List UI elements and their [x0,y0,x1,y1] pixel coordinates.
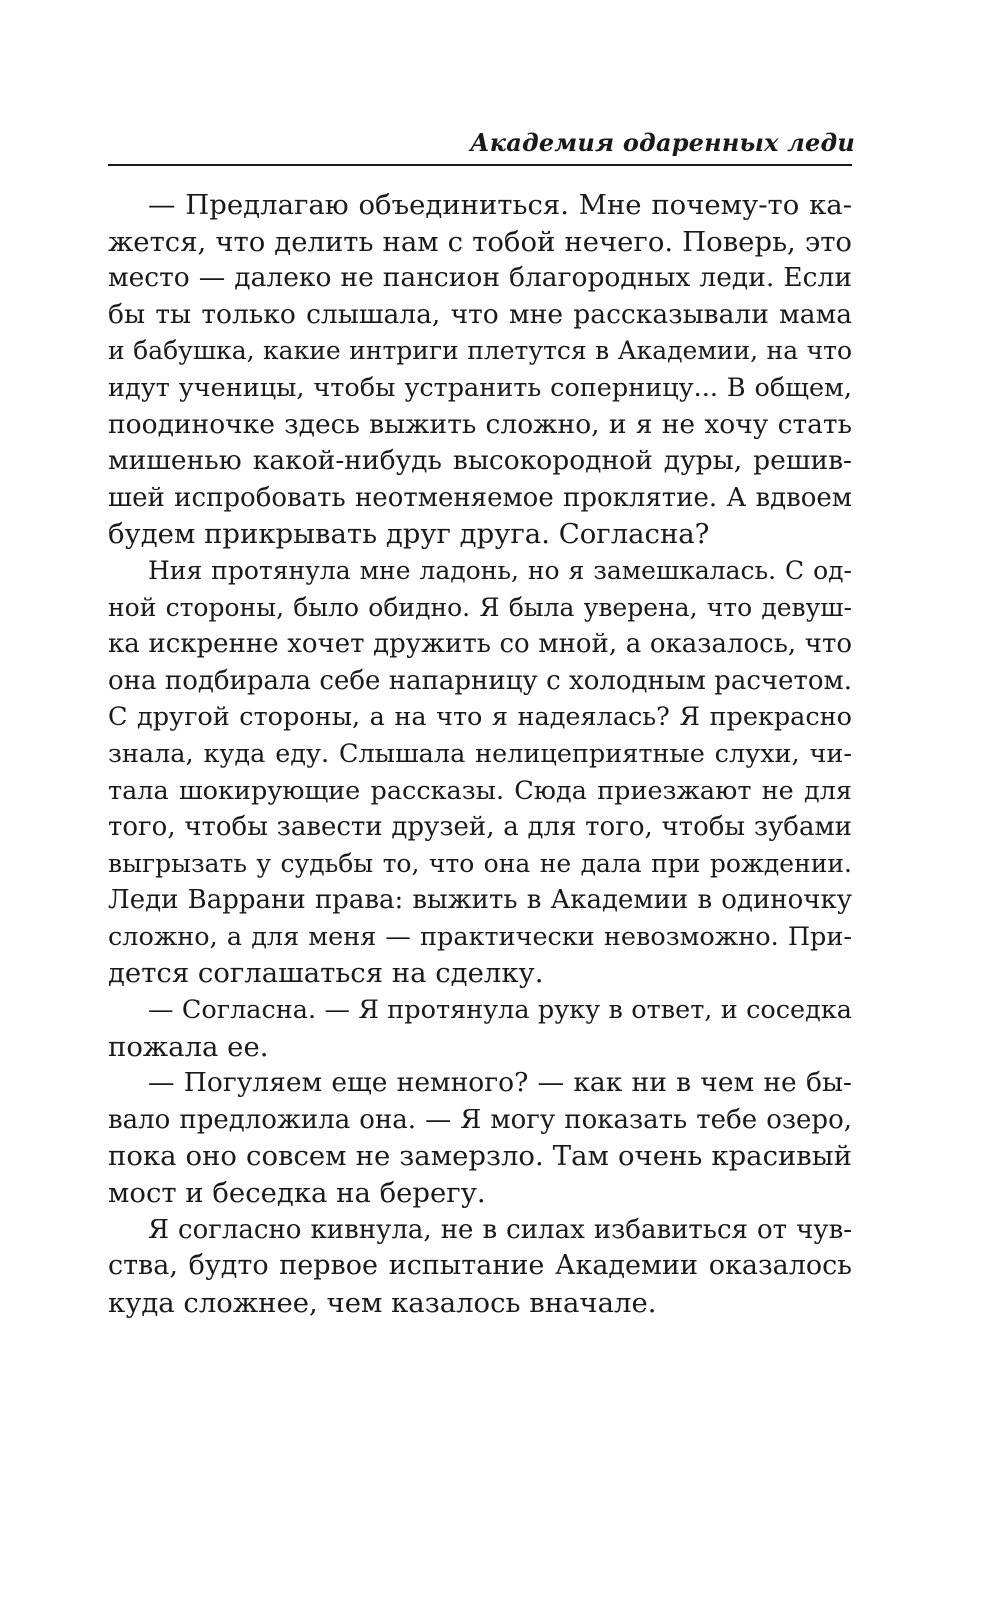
text-line: дется соглашаться на сделку. [108,957,544,990]
text-line: мишенью какой-нибудь высокородной дуры, решив- [108,445,852,477]
text-line: ной стороны, было обидно. Я была уверена, что девуш- [108,592,852,622]
text-line: Я согласно кивнула, не в силах избавиться от чув- [148,1214,852,1245]
text-line: идут ученицы, чтобы устранить соперницу... В общем, [108,372,852,403]
paragraph-5 [108,1212,852,1322]
text-line: — Предлагаю объединиться. Мне почему-то ка- [148,189,852,221]
paragraph-3 [108,992,852,1065]
text-line: Леди Варрани права: выжить в Академии в одиночку [108,885,852,916]
text-line: тала шокирующие рассказы. Сюда приезжают не для [108,775,852,806]
text-line: будем прикрывать друг друга. Согласна? [108,518,710,551]
text-line: выгрызать у судьбы то, что она не дала при рождении. [108,848,852,878]
paragraph-2 [108,553,852,992]
paragraph-1 [108,187,852,553]
page-body-text [108,187,852,1321]
text-line: место — далеко не пансион благородных леди. Если [108,262,852,294]
text-line: — Согласна. — Я протянула руку в ответ, и соседка [148,995,852,1026]
text-line: и бабушка, какие интриги плетутся в Академии, на что [108,336,852,366]
text-line: поодиночке здесь выжить сложно, и я не хочу стать [108,408,852,440]
text-line: она подбирала себе напарницу с холодным расчетом. [108,665,852,696]
text-line: того, чтобы завести друзей, а для того, чтобы зубами [108,812,852,843]
text-line: — Погуляем еще немного? — как ни в чем не бы- [148,1067,852,1099]
paragraph-4 [108,1065,852,1211]
text-line: бы ты только слышала, что мне рассказывали мама [108,298,852,330]
text-line: ства, будто первое испытание Академии оказалось [108,1250,852,1282]
header-rule [108,164,852,166]
text-line: Ния протянула мне ладонь, но я замешкалась. С од- [148,555,852,585]
text-line: знала, куда еду. Слышала нелицеприятные слухи, чи- [108,738,852,769]
text-line: пожала ее. [108,1030,269,1063]
text-line: мост и беседка на берегу. [108,1177,486,1210]
text-line: пока оно совсем не замерзло. Там очень красивый [108,1140,852,1173]
text-line: жется, что делить нам с тобой нечего. Поверь, это [108,225,852,258]
text-line: шей испробовать неотменяемое проклятие. А вдвоем [108,482,852,513]
text-line: ка искренне хочет дружить со мной, а оказалось, что [108,629,852,660]
text-line: куда сложнее, чем казалось вначале. [108,1286,657,1319]
text-line: вало предложила она. — Я могу показать тебе озеро, [108,1104,852,1135]
running-header-title: Академия одаренных леди [470,128,855,157]
text-line: С другой стороны, а на что я надеялась? Я прекрасно [108,702,852,733]
text-line: сложно, а для меня — практически невозможно. При- [108,921,852,952]
